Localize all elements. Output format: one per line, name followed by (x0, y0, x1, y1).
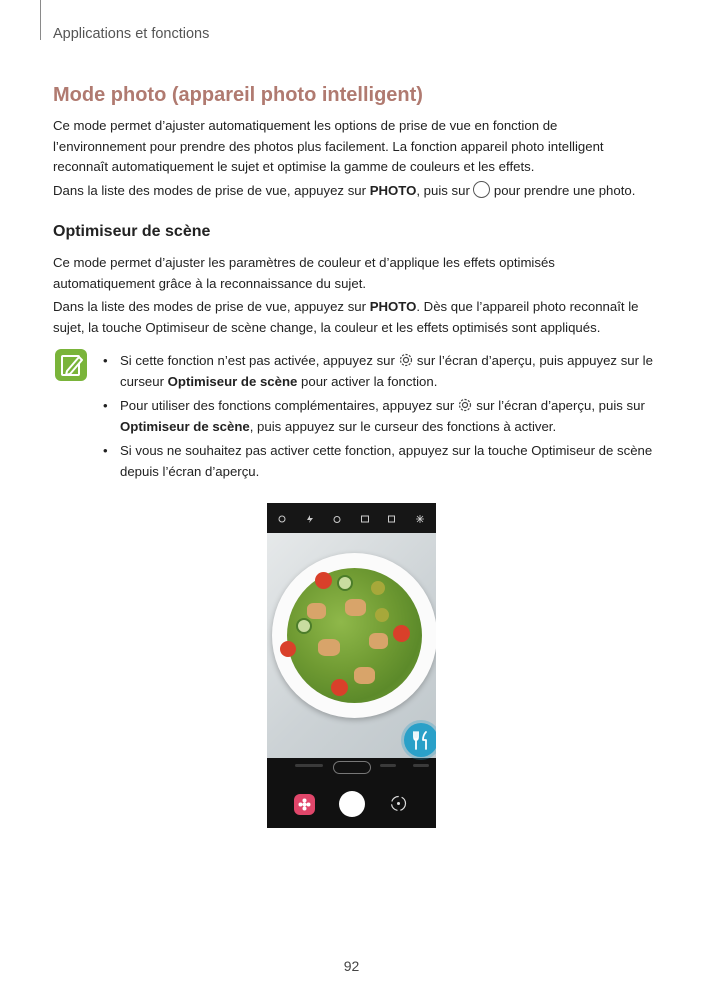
flash-off-icon[interactable] (306, 515, 314, 523)
ratio-icon[interactable] (361, 515, 369, 523)
food-item (369, 633, 388, 649)
intro-instruction (53, 181, 653, 202)
scene-instruction-text-2: . Dès que l’appareil photo reconnaît le sujet, la touche Optimiseur de scène change, la couleur et les effets optimisés sont appliqués. (53, 299, 639, 335)
scene-instruction (53, 297, 653, 338)
section-subtitle: Optimiseur de scène (53, 223, 211, 240)
mode-item[interactable] (413, 764, 429, 767)
note-text: Pour utiliser des fonctions complémentaires, appuyez sur (120, 398, 455, 413)
switch-camera-icon[interactable] (389, 794, 408, 813)
food-item (318, 639, 340, 656)
bixby-vision-button[interactable] (294, 794, 315, 815)
photo-keyword-2: PHOTO (369, 299, 417, 314)
motion-photo-icon[interactable] (388, 515, 396, 523)
food-item (315, 572, 332, 589)
gear-icon (398, 352, 414, 368)
shutter-button[interactable] (339, 791, 365, 817)
note-text: Si vous ne souhaitez pas activer cette fonction, appuyez sur la touche Optimiseur de scène depuis l’écran d’aperçu. (120, 443, 653, 479)
camera-top-bar (267, 503, 436, 533)
food-item (393, 625, 410, 642)
food-item (375, 608, 389, 622)
note-keyword: Optimiseur de scène (120, 419, 250, 434)
food-item (354, 667, 375, 684)
note-text-3: pour activer la fonction. (297, 374, 438, 389)
note-keyword: Optimiseur de scène (167, 374, 298, 389)
corner-rule (40, 0, 41, 40)
shutter-circle-icon (473, 181, 490, 198)
note-text: Si cette fonction n’est pas activée, appuyez sur (120, 353, 395, 368)
food-item (337, 575, 353, 591)
food-item (307, 603, 326, 619)
note-text-2: sur l’écran d’aperçu, puis appuyez sur le curseur (120, 353, 653, 389)
list-item: • Pour utiliser des fonctions complémentaires, appuyez sur sur l’écran d’aperçu, puis sur Optimiseur de scène, puis appuyez sur le curseur des fonctions à activer. (103, 398, 645, 434)
food-item (280, 641, 296, 657)
list-item: • Si vous ne souhaitez pas activer cette fonction, appuyez sur la touche Optimiseur de scène depuis l’écran d’aperçu. (103, 443, 653, 479)
mode-item[interactable] (380, 764, 396, 767)
food-item (371, 581, 385, 595)
mode-selector[interactable] (267, 758, 436, 776)
timer-icon[interactable] (333, 515, 341, 523)
note-text-2: sur l’écran d’aperçu, puis sur (476, 398, 645, 413)
food-item (331, 679, 348, 696)
note-text-3: , puis appuyez sur le curseur des fonctions à activer. (249, 419, 557, 434)
phone-screenshot (267, 503, 436, 828)
filter-icon[interactable] (416, 515, 424, 523)
instruction-text: Dans la liste des modes de prise de vue, appuyez sur (53, 183, 370, 198)
note-pen-icon (55, 349, 87, 381)
photo-keyword: PHOTO (369, 183, 417, 198)
note-list (103, 350, 663, 485)
food-item (345, 599, 366, 616)
scene-optimizer-button[interactable] (404, 723, 436, 757)
fork-knife-icon (404, 723, 436, 757)
mode-item-selected[interactable] (333, 761, 371, 774)
list-item: • Si cette fonction n’est pas activée, appuyez sur sur l’écran d’aperçu, puis appuyez sur le curseur Optimiseur de scène pour activer la fonction. (103, 353, 653, 389)
scene-paragraph (53, 253, 653, 294)
instruction-text-2: , puis sur (416, 183, 470, 198)
page-title: Mode photo (appareil photo intelligent) (53, 84, 423, 106)
section-header: Applications et fonctions (53, 26, 210, 42)
settings-icon[interactable] (278, 515, 286, 523)
instruction-text-3: pour prendre une photo. (493, 183, 636, 198)
scene-instruction-text: Dans la liste des modes de prise de vue, appuyez sur (53, 299, 370, 314)
scene-text: Ce mode permet d’ajuster les paramètres de couleur et d’applique les effets optimisés automatiquement grâce à la reconnaissance du sujet. (53, 255, 555, 291)
page-number: 92 (343, 958, 360, 974)
mode-item[interactable] (295, 764, 323, 767)
intro-text: Ce mode permet d’ajuster automatiquement les options de prise de vue en fonction de l’environnement pour prendre des photos plus facilement. La fonction appareil photo intelligent reconnaît automatiquement le sujet et optimise la gamme de couleurs et les effets. (53, 118, 604, 174)
intro-paragraph (53, 116, 653, 178)
flower-icon (294, 794, 315, 815)
gear-icon (457, 397, 473, 413)
food-item (296, 618, 312, 634)
